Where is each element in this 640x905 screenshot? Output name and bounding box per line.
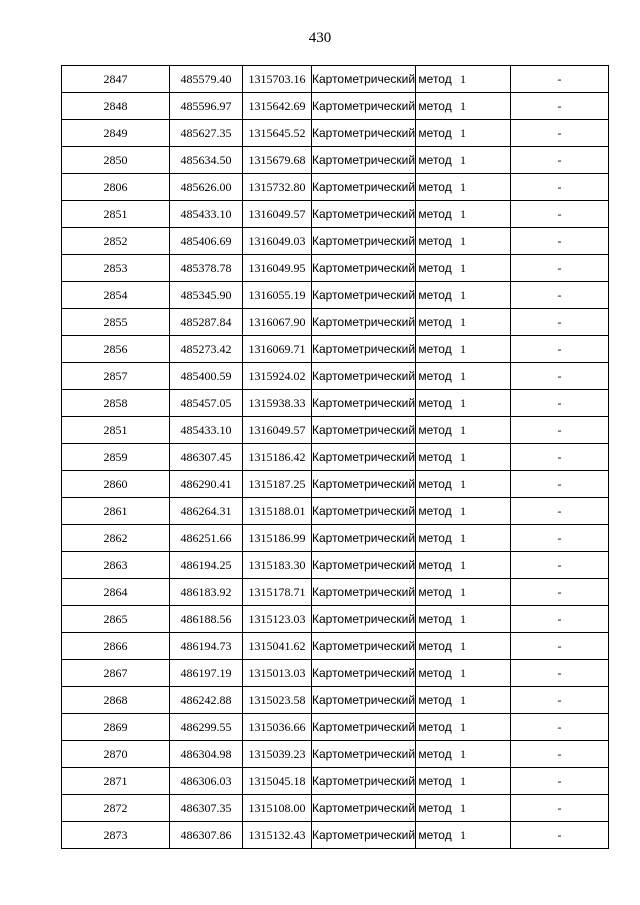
method-cell: Картометрический метод xyxy=(312,525,416,552)
table-row xyxy=(62,552,609,579)
y-coordinate-cell: 1315036.66 xyxy=(243,714,312,741)
point-number-cell: 2852 xyxy=(62,228,170,255)
accuracy-cell: 1 xyxy=(416,201,511,228)
accuracy-cell: 1 xyxy=(416,309,511,336)
note-cell: - xyxy=(511,471,609,498)
point-number-cell: 2851 xyxy=(62,201,170,228)
note-cell: - xyxy=(511,363,609,390)
coordinates-table-body xyxy=(62,66,609,849)
table-row xyxy=(62,795,609,822)
point-number-cell: 2868 xyxy=(62,687,170,714)
table-row xyxy=(62,417,609,444)
table-row xyxy=(62,228,609,255)
accuracy-cell: 1 xyxy=(416,174,511,201)
x-coordinate-cell: 486307.45 xyxy=(170,444,243,471)
y-coordinate-cell: 1315924.02 xyxy=(243,363,312,390)
x-coordinate-cell: 485596.97 xyxy=(170,93,243,120)
table-row xyxy=(62,579,609,606)
y-coordinate-cell: 1315186.42 xyxy=(243,444,312,471)
y-coordinate-cell: 1315188.01 xyxy=(243,498,312,525)
method-cell: Картометрический метод xyxy=(312,768,416,795)
y-coordinate-cell: 1316049.03 xyxy=(243,228,312,255)
table-row xyxy=(62,66,609,93)
method-cell: Картометрический метод xyxy=(312,390,416,417)
method-cell: Картометрический метод xyxy=(312,120,416,147)
x-coordinate-cell: 485406.69 xyxy=(170,228,243,255)
y-coordinate-cell: 1315183.30 xyxy=(243,552,312,579)
x-coordinate-cell: 486194.25 xyxy=(170,552,243,579)
note-cell: - xyxy=(511,525,609,552)
accuracy-cell: 1 xyxy=(416,552,511,579)
note-cell: - xyxy=(511,498,609,525)
method-cell: Картометрический метод xyxy=(312,822,416,849)
table-row xyxy=(62,282,609,309)
method-cell: Картометрический метод xyxy=(312,687,416,714)
y-coordinate-cell: 1315187.25 xyxy=(243,471,312,498)
table-row xyxy=(62,741,609,768)
table-row xyxy=(62,471,609,498)
accuracy-cell: 1 xyxy=(416,498,511,525)
point-number-cell: 2863 xyxy=(62,552,170,579)
x-coordinate-cell: 486304.98 xyxy=(170,741,243,768)
y-coordinate-cell: 1316049.95 xyxy=(243,255,312,282)
point-number-cell: 2856 xyxy=(62,336,170,363)
note-cell: - xyxy=(511,768,609,795)
table-row xyxy=(62,336,609,363)
accuracy-cell: 1 xyxy=(416,390,511,417)
y-coordinate-cell: 1315186.99 xyxy=(243,525,312,552)
point-number-cell: 2860 xyxy=(62,471,170,498)
table-row xyxy=(62,255,609,282)
x-coordinate-cell: 485400.59 xyxy=(170,363,243,390)
point-number-cell: 2865 xyxy=(62,606,170,633)
accuracy-cell: 1 xyxy=(416,714,511,741)
y-coordinate-cell: 1315132.43 xyxy=(243,822,312,849)
table-row xyxy=(62,687,609,714)
y-coordinate-cell: 1315045.18 xyxy=(243,768,312,795)
y-coordinate-cell: 1315938.33 xyxy=(243,390,312,417)
table-row xyxy=(62,633,609,660)
x-coordinate-cell: 486290.41 xyxy=(170,471,243,498)
accuracy-cell: 1 xyxy=(416,768,511,795)
method-cell: Картометрический метод xyxy=(312,174,416,201)
y-coordinate-cell: 1315642.69 xyxy=(243,93,312,120)
method-cell: Картометрический метод xyxy=(312,336,416,363)
note-cell: - xyxy=(511,822,609,849)
x-coordinate-cell: 486242.88 xyxy=(170,687,243,714)
x-coordinate-cell: 486183.92 xyxy=(170,579,243,606)
point-number-cell: 2867 xyxy=(62,660,170,687)
note-cell: - xyxy=(511,66,609,93)
note-cell: - xyxy=(511,147,609,174)
x-coordinate-cell: 485345.90 xyxy=(170,282,243,309)
y-coordinate-cell: 1316049.57 xyxy=(243,417,312,444)
table-row xyxy=(62,309,609,336)
method-cell: Картометрический метод xyxy=(312,660,416,687)
note-cell: - xyxy=(511,417,609,444)
table-row xyxy=(62,147,609,174)
x-coordinate-cell: 486299.55 xyxy=(170,714,243,741)
note-cell: - xyxy=(511,660,609,687)
x-coordinate-cell: 486197.19 xyxy=(170,660,243,687)
x-coordinate-cell: 486264.31 xyxy=(170,498,243,525)
x-coordinate-cell: 486307.86 xyxy=(170,822,243,849)
point-number-cell: 2855 xyxy=(62,309,170,336)
accuracy-cell: 1 xyxy=(416,282,511,309)
y-coordinate-cell: 1316067.90 xyxy=(243,309,312,336)
method-cell: Картометрический метод xyxy=(312,741,416,768)
accuracy-cell: 1 xyxy=(416,147,511,174)
point-number-cell: 2869 xyxy=(62,714,170,741)
method-cell: Картометрический метод xyxy=(312,633,416,660)
method-cell: Картометрический метод xyxy=(312,93,416,120)
x-coordinate-cell: 485433.10 xyxy=(170,417,243,444)
accuracy-cell: 1 xyxy=(416,93,511,120)
y-coordinate-cell: 1316055.19 xyxy=(243,282,312,309)
note-cell: - xyxy=(511,714,609,741)
accuracy-cell: 1 xyxy=(416,255,511,282)
x-coordinate-cell: 486251.66 xyxy=(170,525,243,552)
method-cell: Картометрический метод xyxy=(312,579,416,606)
table-row xyxy=(62,120,609,147)
table-row xyxy=(62,768,609,795)
accuracy-cell: 1 xyxy=(416,363,511,390)
table-row xyxy=(62,606,609,633)
point-number-cell: 2864 xyxy=(62,579,170,606)
accuracy-cell: 1 xyxy=(416,687,511,714)
method-cell: Картометрический метод xyxy=(312,606,416,633)
note-cell: - xyxy=(511,282,609,309)
table-row xyxy=(62,525,609,552)
accuracy-cell: 1 xyxy=(416,822,511,849)
x-coordinate-cell: 485378.78 xyxy=(170,255,243,282)
note-cell: - xyxy=(511,201,609,228)
coordinates-table xyxy=(61,65,609,849)
point-number-cell: 2854 xyxy=(62,282,170,309)
method-cell: Картометрический метод xyxy=(312,66,416,93)
x-coordinate-cell: 486188.56 xyxy=(170,606,243,633)
y-coordinate-cell: 1315178.71 xyxy=(243,579,312,606)
accuracy-cell: 1 xyxy=(416,417,511,444)
method-cell: Картометрический метод xyxy=(312,363,416,390)
table-row xyxy=(62,498,609,525)
point-number-cell: 2866 xyxy=(62,633,170,660)
accuracy-cell: 1 xyxy=(416,336,511,363)
method-cell: Картометрический метод xyxy=(312,309,416,336)
y-coordinate-cell: 1316049.57 xyxy=(243,201,312,228)
point-number-cell: 2859 xyxy=(62,444,170,471)
y-coordinate-cell: 1315039.23 xyxy=(243,741,312,768)
accuracy-cell: 1 xyxy=(416,471,511,498)
note-cell: - xyxy=(511,336,609,363)
table-row xyxy=(62,660,609,687)
method-cell: Картометрический метод xyxy=(312,795,416,822)
x-coordinate-cell: 485273.42 xyxy=(170,336,243,363)
y-coordinate-cell: 1315645.52 xyxy=(243,120,312,147)
accuracy-cell: 1 xyxy=(416,660,511,687)
y-coordinate-cell: 1315703.16 xyxy=(243,66,312,93)
note-cell: - xyxy=(511,390,609,417)
note-cell: - xyxy=(511,228,609,255)
point-number-cell: 2848 xyxy=(62,93,170,120)
y-coordinate-cell: 1315679.68 xyxy=(243,147,312,174)
note-cell: - xyxy=(511,552,609,579)
x-coordinate-cell: 485433.10 xyxy=(170,201,243,228)
point-number-cell: 2870 xyxy=(62,741,170,768)
table-row xyxy=(62,822,609,849)
point-number-cell: 2871 xyxy=(62,768,170,795)
point-number-cell: 2873 xyxy=(62,822,170,849)
point-number-cell: 2847 xyxy=(62,66,170,93)
x-coordinate-cell: 486194.73 xyxy=(170,633,243,660)
note-cell: - xyxy=(511,633,609,660)
note-cell: - xyxy=(511,444,609,471)
x-coordinate-cell: 485579.40 xyxy=(170,66,243,93)
point-number-cell: 2851 xyxy=(62,417,170,444)
note-cell: - xyxy=(511,606,609,633)
y-coordinate-cell: 1315013.03 xyxy=(243,660,312,687)
point-number-cell: 2861 xyxy=(62,498,170,525)
table-row xyxy=(62,174,609,201)
method-cell: Картометрический метод xyxy=(312,201,416,228)
note-cell: - xyxy=(511,741,609,768)
x-coordinate-cell: 486307.35 xyxy=(170,795,243,822)
table-row xyxy=(62,93,609,120)
accuracy-cell: 1 xyxy=(416,120,511,147)
method-cell: Картометрический метод xyxy=(312,444,416,471)
y-coordinate-cell: 1315123.03 xyxy=(243,606,312,633)
accuracy-cell: 1 xyxy=(416,606,511,633)
accuracy-cell: 1 xyxy=(416,444,511,471)
x-coordinate-cell: 485627.35 xyxy=(170,120,243,147)
method-cell: Картометрический метод xyxy=(312,552,416,579)
table-row xyxy=(62,714,609,741)
accuracy-cell: 1 xyxy=(416,633,511,660)
y-coordinate-cell: 1315108.00 xyxy=(243,795,312,822)
page-number: 430 xyxy=(308,30,332,46)
method-cell: Картометрический метод xyxy=(312,228,416,255)
point-number-cell: 2857 xyxy=(62,363,170,390)
accuracy-cell: 1 xyxy=(416,741,511,768)
method-cell: Картометрический метод xyxy=(312,498,416,525)
x-coordinate-cell: 485457.05 xyxy=(170,390,243,417)
note-cell: - xyxy=(511,795,609,822)
method-cell: Картометрический метод xyxy=(312,471,416,498)
method-cell: Картометрический метод xyxy=(312,714,416,741)
point-number-cell: 2872 xyxy=(62,795,170,822)
accuracy-cell: 1 xyxy=(416,579,511,606)
note-cell: - xyxy=(511,93,609,120)
accuracy-cell: 1 xyxy=(416,795,511,822)
x-coordinate-cell: 485287.84 xyxy=(170,309,243,336)
method-cell: Картометрический метод xyxy=(312,255,416,282)
y-coordinate-cell: 1316069.71 xyxy=(243,336,312,363)
point-number-cell: 2853 xyxy=(62,255,170,282)
note-cell: - xyxy=(511,174,609,201)
note-cell: - xyxy=(511,687,609,714)
note-cell: - xyxy=(511,255,609,282)
x-coordinate-cell: 485634.50 xyxy=(170,147,243,174)
point-number-cell: 2858 xyxy=(62,390,170,417)
point-number-cell: 2849 xyxy=(62,120,170,147)
note-cell: - xyxy=(511,309,609,336)
table-row xyxy=(62,363,609,390)
table-row xyxy=(62,390,609,417)
y-coordinate-cell: 1315023.58 xyxy=(243,687,312,714)
note-cell: - xyxy=(511,579,609,606)
table-row xyxy=(62,444,609,471)
point-number-cell: 2862 xyxy=(62,525,170,552)
y-coordinate-cell: 1315732.80 xyxy=(243,174,312,201)
point-number-cell: 2806 xyxy=(62,174,170,201)
accuracy-cell: 1 xyxy=(416,228,511,255)
x-coordinate-cell: 485626.00 xyxy=(170,174,243,201)
method-cell: Картометрический метод xyxy=(312,282,416,309)
note-cell: - xyxy=(511,120,609,147)
method-cell: Картометрический метод xyxy=(312,147,416,174)
accuracy-cell: 1 xyxy=(416,525,511,552)
point-number-cell: 2850 xyxy=(62,147,170,174)
x-coordinate-cell: 486306.03 xyxy=(170,768,243,795)
table-row xyxy=(62,201,609,228)
accuracy-cell: 1 xyxy=(416,66,511,93)
y-coordinate-cell: 1315041.62 xyxy=(243,633,312,660)
method-cell: Картометрический метод xyxy=(312,417,416,444)
